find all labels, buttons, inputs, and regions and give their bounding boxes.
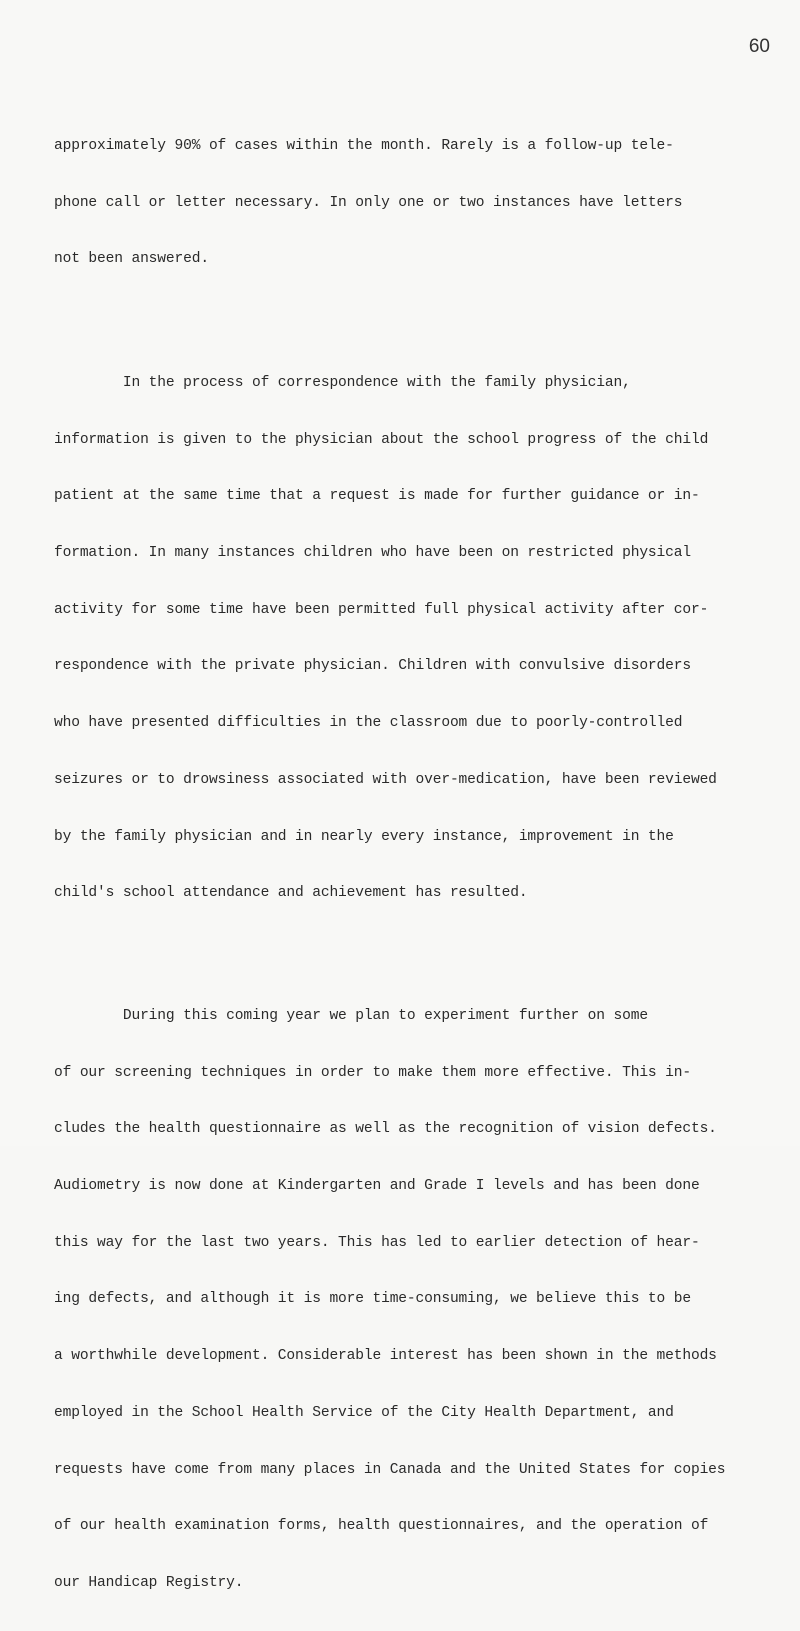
text-line: of our health examination forms, health questionnaires, and the operation of: [54, 1518, 709, 1535]
text-line: formation. In many instances children who have been on restricted physical: [54, 544, 691, 561]
text-line: In the process of correspondence with the family physician,: [54, 374, 631, 391]
paragraph-3: [54, 969, 774, 1631]
text-line: patient at the same time that a request is made for further guidance or in-: [54, 488, 700, 505]
text-line: information is given to the physician about the school progress of the child: [54, 431, 709, 448]
text-line: not been answered.: [54, 251, 209, 268]
text-line: requests have come from many places in Canada and the United States for copies: [54, 1461, 726, 1478]
body-text: [54, 99, 774, 1631]
text-line: employed in the School Health Service of the City Health Department, and: [54, 1404, 674, 1421]
text-line: a worthwhile development. Considerable interest has been shown in the methods: [54, 1348, 717, 1365]
text-line: Audiometry is now done at Kindergarten and Grade I levels and has been done: [54, 1177, 700, 1194]
paragraph-1: [54, 99, 774, 307]
text-line: ing defects, and although it is more time-consuming, we believe this to be: [54, 1291, 691, 1308]
text-line: of our screening techniques in order to make them more effective. This in-: [54, 1064, 691, 1081]
text-line: child's school attendance and achievement has resulted.: [54, 885, 528, 902]
text-line: this way for the last two years. This has led to earlier detection of hear-: [54, 1234, 700, 1251]
paragraph-2: [54, 336, 774, 941]
text-line: activity for some time have been permitted full physical activity after cor-: [54, 601, 709, 618]
text-line: respondence with the private physician. Children with convulsive disorders: [54, 658, 691, 675]
text-line: During this coming year we plan to experiment further on some: [54, 1007, 648, 1024]
text-line: who have presented difficulties in the classroom due to poorly-controlled: [54, 715, 683, 732]
page-number: 60: [748, 36, 770, 57]
text-line: by the family physician and in nearly every instance, improvement in the: [54, 828, 674, 845]
text-line: seizures or to drowsiness associated with over-medication, have been reviewed: [54, 771, 717, 788]
text-line: cludes the health questionnaire as well as the recognition of vision defects.: [54, 1121, 717, 1138]
text-line: phone call or letter necessary. In only one or two instances have letters: [54, 194, 683, 211]
text-line: our Handicap Registry.: [54, 1574, 244, 1591]
text-line: approximately 90% of cases within the month. Rarely is a follow-up tele-: [54, 137, 674, 154]
